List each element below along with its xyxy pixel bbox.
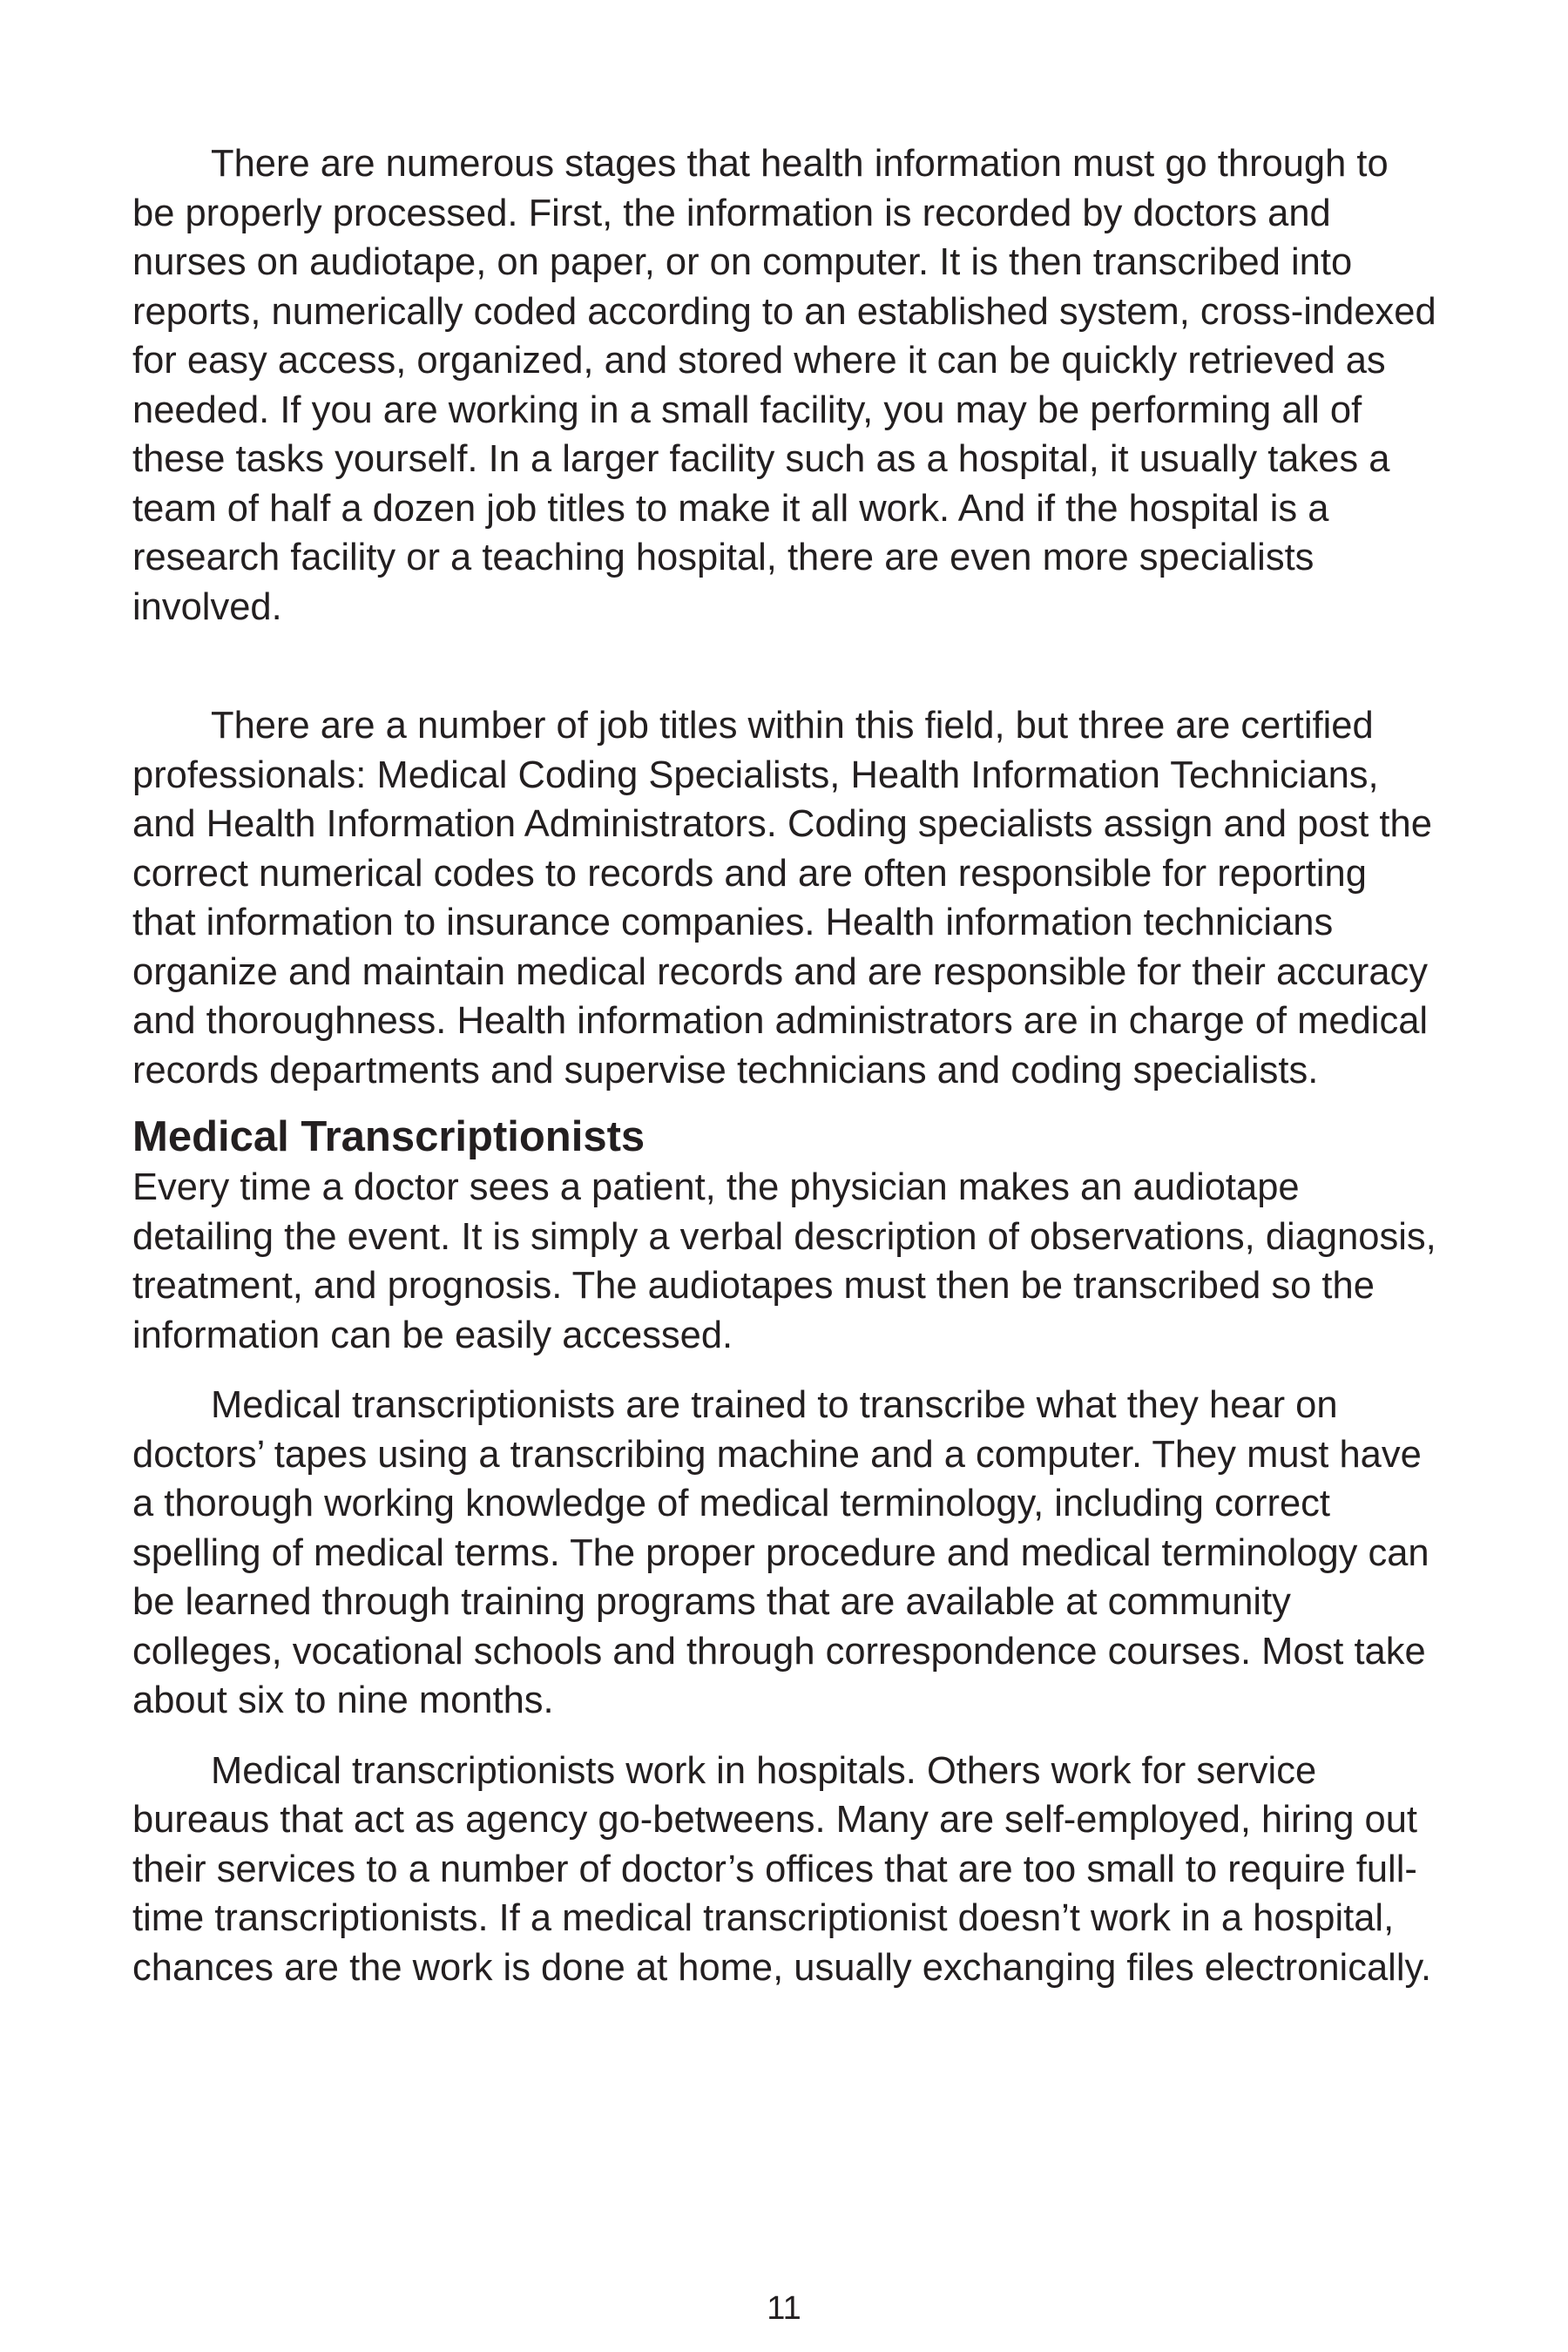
intro-paragraph-job-titles: There are a number of job titles within this field, but three are certified professionals: Medical Coding Specialists, Health Information Technicians, and Health Information Administrators. Coding specialists assign and post the correct numerical codes to records and are often responsible for reporting that information to insurance companies. Health information technicians organize and maintain medical records and are responsible for their accuracy and thoroughness. Health information administrators are in charge of medical records departments and supervise technicians and coding specialists. bbox=[132, 705, 1432, 1092]
page-number: 11 bbox=[767, 2290, 801, 2327]
page-body bbox=[132, 139, 1439, 1992]
section-paragraph-overview: Every time a doctor sees a patient, the physician makes an audiotape detailing the event. It is simply a verbal description of observations, diagnosis, treatment, and prognosis. The audiotapes must then be transcribed so the information can be easily accessed. bbox=[132, 1166, 1436, 1356]
section-paragraph-training: Medical transcriptionists are trained to transcribe what they hear on doctors’ tapes using a transcribing machine and a computer. They must have a thorough working knowledge of medical terminology, including correct spelling of medical terms. The proper procedure and medical terminology can be learned through training programs that are available at community colleges, vocational schools and through correspondence courses. Most take about six to nine months. bbox=[132, 1384, 1429, 1721]
intro-paragraph-stages: There are numerous stages that health information must go through to be properly processed. First, the information is recorded by doctors and nurses on audiotape, on paper, or on computer. It is then transcribed into reports, numerically coded according to an established system, cross-indexed for easy access, organized, and stored where it can be quickly retrieved as needed. If you are working in a small facility, you may be performing all of these tasks yourself. In a larger facility such as a hospital, it usually takes a team of half a dozen job titles to make it all work. And if the hospital is a research facility or a teaching hospital, there are even more specialists involved. bbox=[132, 143, 1436, 628]
section-paragraph-workplaces: Medical transcriptionists work in hospitals. Others work for service bureaus that act as agency go-betweens. Many are self-employed, hiring out their services to a number of doctor’s offices that are too small to require full-time transcriptionists. If a medical transcriptionist doesn’t work in a hospital, chances are the work is done at home, usually exchanging files electronically. bbox=[132, 1749, 1432, 1989]
section-heading: Medical Transcriptionists bbox=[132, 1113, 645, 1160]
